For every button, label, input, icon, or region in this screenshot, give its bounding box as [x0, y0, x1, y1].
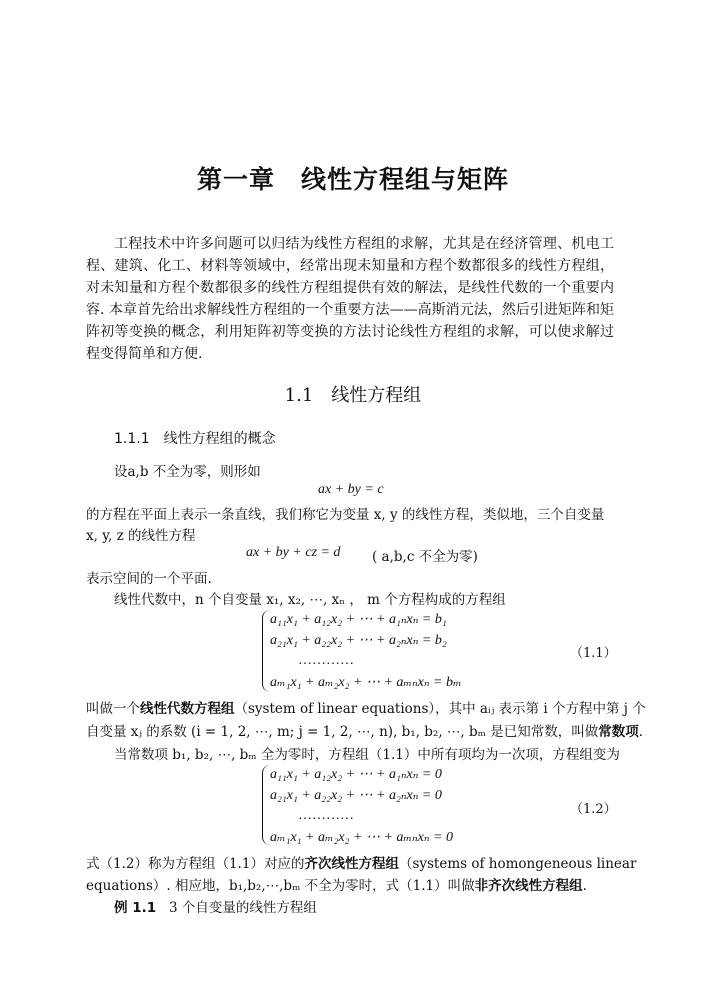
system-2-row-4: aₘ₁x₁ + aₘ₂x₂ + ⋯ + aₘₙxₙ = 0 — [270, 830, 454, 845]
text-line-7-a: 自变量 xⱼ 的系数 (i = 1, 2, ⋯, m; j = 1, 2, ⋯, n), b₁, b₂, ⋯, bₘ 是已知常数，叫做 — [86, 724, 599, 740]
text-line-9 — [86, 852, 636, 872]
example-text: 3 个自变量的线性方程组 — [169, 900, 317, 916]
term-linear-system: 线性代数方程组 — [140, 701, 235, 717]
section-title: 1.1 线性方程组 — [284, 385, 422, 406]
text-line-6 — [86, 697, 646, 717]
intro-paragraph: 工程技术中许多问题可以归结为线性方程组的求解，尤其是在经济管理、机电工程、建筑、化工、材料等领域中，经常出现未知量和方程个数都很多的线性方程组，对未知量和方程个数都很多的线性方程组提供有效的解法，是线性代数的一个重要内容. 本章首先给出求解线性方程组的一个重要方法——高斯消元法，然后引进矩阵和矩阵初等变换的概念，利用矩阵初等变换的方法讨论线性方程组的求解，可以使求解过程变得简单和方便. — [86, 236, 614, 362]
equation-number-1-2: （1.2） — [570, 802, 617, 817]
system-2-row-2: a₂₁x₁ + a₂₂x₂ + ⋯ + a₂ₙxₙ = 0 — [270, 788, 442, 803]
system-1-row-1: a₁₁x₁ + a₁₂x₂ + ⋯ + a₁ₙxₙ = b₁ — [270, 612, 447, 627]
text-line-8: 当常数项 b₁, b₂, ⋯, bₘ 全为零时，方程组（1.1）中所有项均为一次项，方程组变为 — [114, 747, 620, 763]
text-line-7-c: . — [638, 724, 644, 740]
text-line-3: x, y, z 的线性方程 — [86, 528, 196, 544]
system-1-row-2: a₂₁x₁ + a₂₂x₂ + ⋯ + a₂ₙxₙ = b₂ — [270, 633, 447, 648]
chapter-title: 第一章 线性方程组与矩阵 — [196, 165, 509, 194]
text-line-10 — [86, 874, 587, 894]
system-1-row-4: aₘ₁x₁ + aₘ₂x₂ + ⋯ + aₘₙxₙ = bₘ — [270, 675, 462, 690]
equation-plane-note: ( a,b,c 不全为零) — [372, 549, 478, 565]
equation-plane: ax + by + cz = d — [246, 545, 341, 560]
term-constant: 常数项 — [598, 724, 639, 740]
term-homogeneous: 齐次线性方程组 — [304, 856, 399, 872]
text-line-4: 表示空间的一个平面. — [86, 571, 212, 587]
text-line-10-c: . — [582, 878, 587, 894]
text-line-7 — [86, 720, 643, 740]
text-line-10-a: equations）. 相应地，b₁,b₂,⋯,bₘ 不全为零时，式（1.1）叫做 — [86, 878, 475, 894]
system-1-row-3: ………… — [298, 653, 354, 668]
term-nonhomogeneous: 非齐次线性方程组 — [474, 878, 583, 894]
text-line-6-c: （system of linear equations），其中 aᵢⱼ 表示第 i 个方程中第 j 个 — [234, 701, 646, 717]
system-2-row-1: a₁₁x₁ + a₁₂x₂ + ⋯ + a₁ₙxₙ = 0 — [270, 767, 442, 782]
equation-line: ax + by = c — [318, 482, 384, 497]
subsection-title: 1.1.1 线性方程组的概念 — [114, 431, 276, 447]
text-line-2: 的方程在平面上表示一条直线，我们称它为变量 x, y 的线性方程，类似地，三个自变量 — [86, 507, 605, 523]
text-line-9-c: （systems of homongeneous linear — [398, 856, 637, 872]
system-2-row-3: ………… — [298, 808, 354, 823]
text-line-11 — [114, 896, 317, 916]
text-line-6-a: 叫做一个 — [86, 701, 140, 717]
text-line-5: 线性代数中，n 个自变量 x₁, x₂, ⋯, xₙ ， m 个方程构成的方程组 — [114, 592, 506, 608]
example-label: 例 1.1 — [114, 900, 157, 916]
text-line-1: 设a,b 不全为零，则形如 — [114, 464, 261, 480]
equation-number-1-1: （1.1） — [570, 646, 617, 661]
text-line-9-a: 式（1.2）称为方程组（1.1）对应的 — [86, 856, 305, 872]
